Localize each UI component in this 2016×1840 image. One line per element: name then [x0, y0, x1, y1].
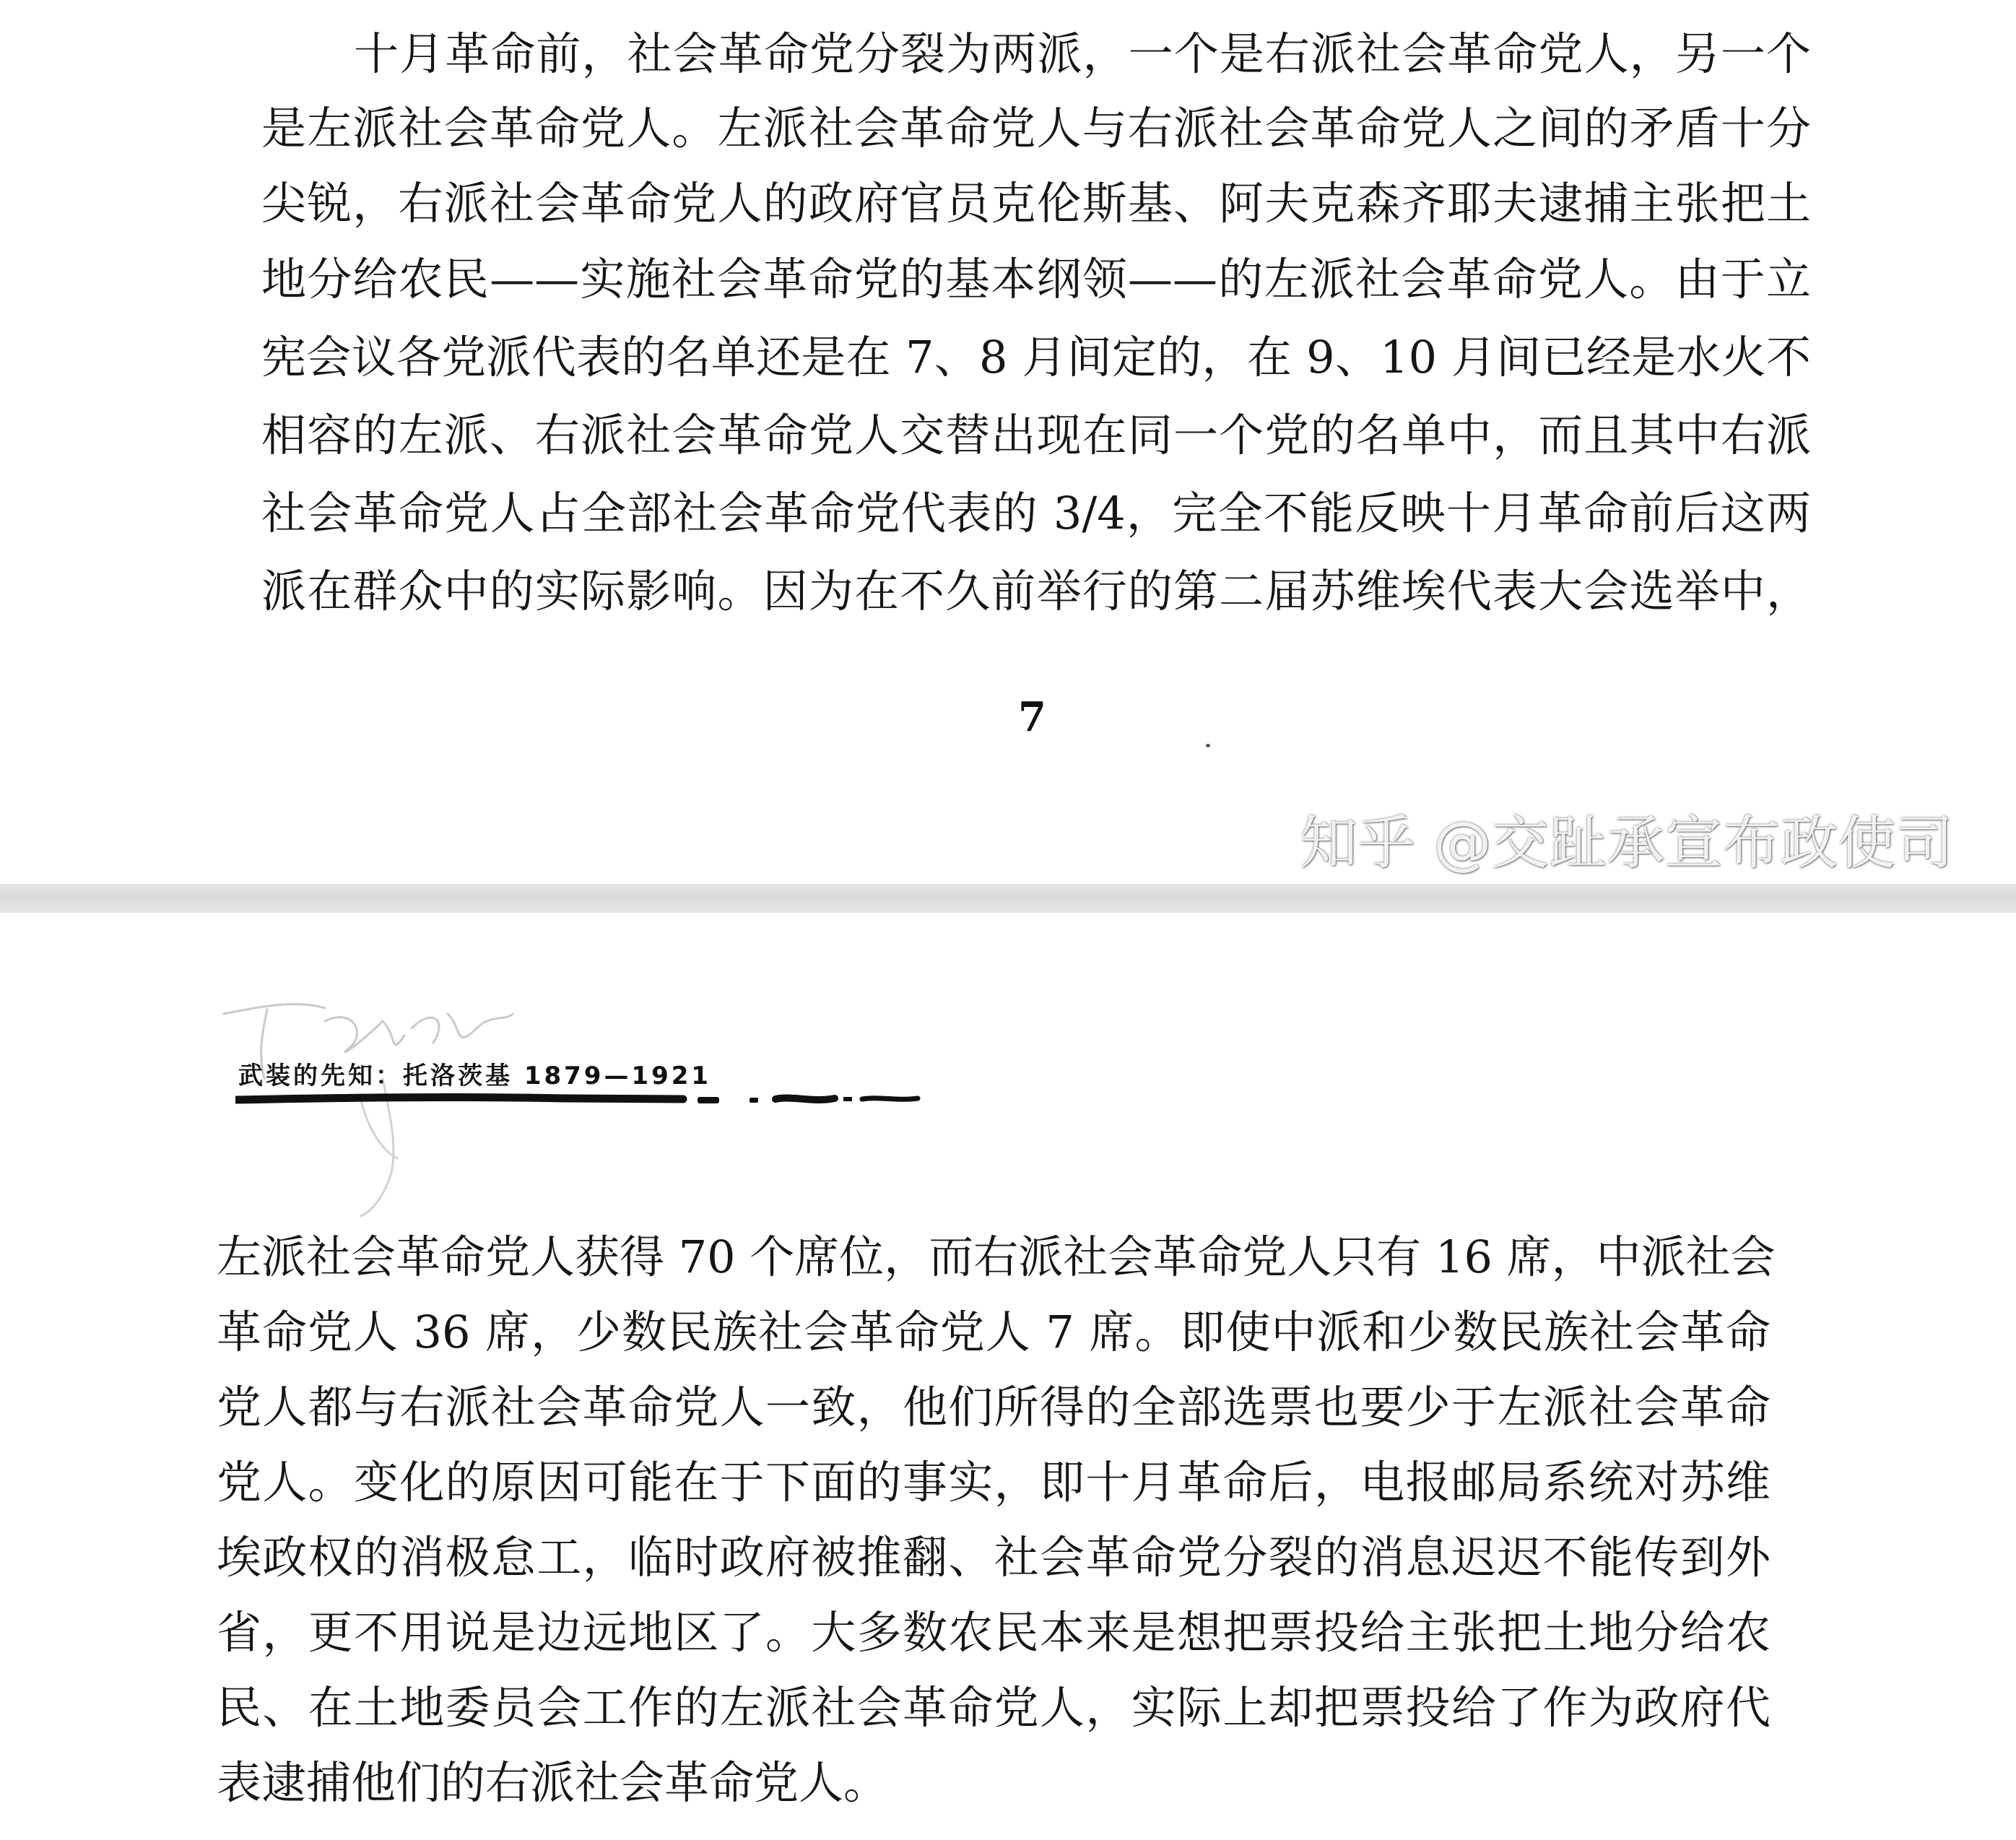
- watermark: 知乎 @交趾承宣布政使司: [1300, 810, 1954, 877]
- scan-speck: [1206, 744, 1210, 747]
- document-page-bottom: [0, 913, 2016, 1840]
- text-line: 社会革命党人占全部社会革命党代表的 3/4，完全不能反映十月革命前后这两: [261, 487, 1811, 539]
- running-header: 武装的先知：托洛茨基 1879—1921: [238, 1062, 712, 1090]
- text-line: 革命党人 36 席，少数民族社会革命党人 7 席。即使中派和少数民族社会革命: [217, 1306, 1770, 1358]
- text-line: 是左派社会革命党人。左派社会革命党人与右派社会革命党人之间的矛盾十分: [261, 102, 1811, 155]
- text-line: 派在群众中的实际影响。因为在不久前举行的第二届苏维埃代表大会选举中，: [261, 565, 1811, 617]
- text-line: 宪会议各党派代表的名单还是在 7、8 月间定的，在 9、10 月间已经是水火不: [261, 331, 1811, 383]
- page-divider: [0, 884, 2016, 913]
- text-line: 党人。变化的原因可能在于下面的事实，即十月革命后，电报邮局系统对苏维: [217, 1456, 1770, 1509]
- header-rule: [235, 1090, 921, 1109]
- text-line: 十月革命前，社会革命党分裂为两派，一个是右派社会革命党人，另一个: [354, 27, 1811, 80]
- text-line: 省，更不用说是边远地区了。大多数农民本来是想把票投给主张把土地分给农: [217, 1606, 1770, 1659]
- page-number: 7: [1018, 693, 1046, 741]
- text-line: 党人都与右派社会革命党人一致，他们所得的全部选票也要少于左派社会革命: [217, 1381, 1770, 1433]
- document-page-top: [0, 0, 2016, 884]
- text-line: 相容的左派、右派社会革命党人交替出现在同一个党的名单中，而且其中右派: [261, 409, 1811, 461]
- text-line: 左派社会革命党人获得 70 个席位，而右派社会革命党人只有 16 席，中派社会: [217, 1231, 1776, 1283]
- text-line: 埃政权的消极怠工，临时政府被推翻、社会革命党分裂的消息迟迟不能传到外: [217, 1531, 1770, 1584]
- text-line: 民、在土地委员会工作的左派社会革命党人，实际上却把票投给了作为政府代: [217, 1681, 1770, 1734]
- text-line: 表逮捕他们的右派社会革命党人。: [217, 1756, 889, 1809]
- text-line: 尖锐，右派社会革命党人的政府官员克伦斯基、阿夫克森齐耶夫逮捕主张把土: [261, 177, 1811, 230]
- text-line: 地分给农民——实施社会革命党的基本纲领——的左派社会革命党人。由于立: [261, 253, 1811, 305]
